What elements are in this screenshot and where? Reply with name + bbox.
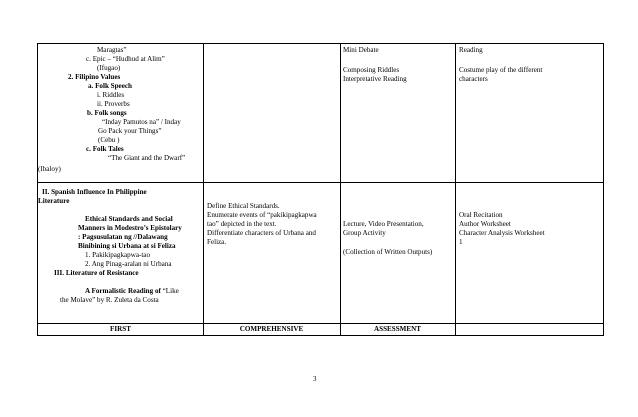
column-divider: [203, 44, 204, 335]
cell-text: “The Giant and the Dwarf”: [108, 154, 186, 162]
row-divider: [38, 323, 603, 324]
cell-text: Author Worksheet: [459, 220, 511, 228]
syllabus-table: [37, 43, 604, 336]
cell-text: “Inday Pamutos na” / Inday: [102, 118, 181, 126]
cell-text: c. Folk Tales: [86, 145, 124, 153]
cell-text: 1: [459, 238, 463, 246]
cell-text: characters: [459, 75, 488, 83]
cell-text: Ethical Standards and Social: [85, 215, 173, 223]
column-divider: [340, 44, 341, 335]
cell-text: Binibining si Urbana at si Feliza: [78, 242, 176, 250]
footer-first: FIRST: [110, 325, 131, 333]
cell-text: ii. Proverbs: [97, 100, 130, 108]
cell-text: tao” depicted in the text.: [207, 220, 277, 228]
cell-text: Feliza.: [207, 238, 227, 246]
cell-text: (Ifugao): [97, 64, 121, 72]
reading-title-bold: A Formalistic Reading of: [85, 287, 161, 295]
cell-text: Differentiate characters of Urbana and: [207, 229, 316, 237]
cell-text: (Collection of Written Outputs): [343, 248, 433, 256]
row-divider: [38, 182, 603, 183]
cell-text: 2. Ang Pinag-aralan ni Urbana: [85, 260, 172, 268]
cell-text: Mini Debate: [343, 46, 379, 54]
cell-text: Costume play of the different: [459, 66, 543, 74]
column-divider: [455, 44, 456, 335]
cell-text: Manners in Modestro’s Epistolary: [78, 224, 182, 232]
cell-text: Enumerate events of “pakikipagkapwa: [207, 211, 317, 219]
cell-text: the Molave” by R. Zuleta da Costa: [60, 296, 159, 304]
cell-text: Character Analysis Worksheet: [459, 229, 545, 237]
cell-text: : Pagsusulatan ng //Dalawang: [78, 233, 168, 241]
cell-text: 1. Pakikipagkapwa-tao: [85, 251, 151, 259]
section-heading: Literature: [38, 197, 70, 205]
cell-text: [85, 287, 179, 296]
cell-text: (Ibaloy): [38, 165, 61, 173]
cell-text: b. Folk songs: [87, 109, 127, 117]
cell-text: a. Folk Speech: [88, 82, 132, 90]
footer-comprehensive: COMPREHENSIVE: [239, 325, 304, 333]
footer-assessment: ASSESSMENT: [374, 325, 421, 333]
cell-text: c. Epic – “Hudhud at Alim”: [86, 55, 165, 63]
cell-text: (Cebu ): [98, 136, 120, 144]
cell-text: Define Ethical Standards.: [207, 202, 280, 210]
page-number: 3: [313, 375, 317, 383]
cell-text: i. Riddles: [97, 91, 125, 99]
section-heading: 2. Filipino Values: [68, 73, 121, 81]
section-heading: II. Spanish Influence In Philippine: [42, 188, 147, 196]
section-heading: III. Literature of Resistance: [54, 269, 139, 277]
reading-title-quote: “Like: [160, 287, 179, 295]
cell-text: Oral Recitation: [459, 211, 503, 219]
cell-text: Go Pack your Things”: [98, 127, 162, 135]
cell-text: Interpretative Reading: [343, 75, 407, 83]
cell-text: Group Activity: [343, 229, 386, 237]
cell-text: Lecture, Video Presentation,: [343, 220, 424, 228]
cell-text: Maragtas”: [97, 46, 127, 54]
cell-text: Composing Riddles: [343, 66, 400, 74]
cell-text: Reading: [459, 46, 483, 54]
